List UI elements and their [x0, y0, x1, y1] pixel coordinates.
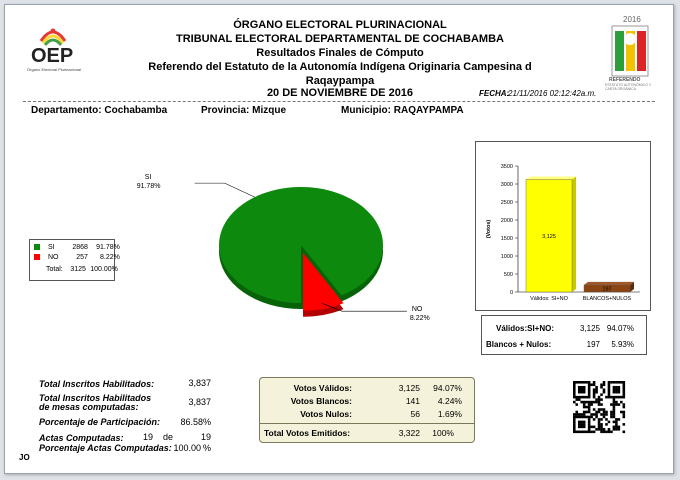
- bar-value-label: 197: [602, 286, 612, 293]
- bar-summary-blank-pct: 5.93%: [611, 340, 634, 349]
- summary-null-pct: 1.69%: [437, 409, 462, 419]
- province-value: Mizque: [252, 105, 287, 116]
- summary-blank-label: Votos Blancos:: [290, 396, 352, 406]
- stat-actas-total: 19: [200, 432, 211, 442]
- bar-y-tick-label: 2000: [500, 218, 513, 224]
- legend-total-label: Total:: [46, 266, 63, 273]
- bar-y-tick-label: 2500: [500, 200, 513, 206]
- stat-pct-actas-unit: %: [203, 443, 212, 453]
- stat-actas-label: Actas Computadas:: [39, 433, 124, 443]
- summary-total-label: Total Votos Emitidos:: [264, 428, 351, 438]
- summary-valid-pct: 94.07%: [433, 383, 462, 393]
- summary-null-value: 56: [410, 409, 420, 419]
- bar-summary-valid-label: Válidos:SI+NO:: [496, 324, 555, 333]
- summary-valid-value: 3,125: [398, 383, 420, 393]
- pie-chart: [136, 174, 455, 345]
- legend-count: 257: [76, 254, 88, 261]
- header-date: 20 DE NOVIEMBRE DE 2016: [266, 87, 414, 99]
- header-divider: [23, 101, 655, 102]
- pie-legend: [29, 239, 120, 281]
- bar-y-tick-label: 3500: [500, 164, 513, 170]
- bar-top: [526, 177, 576, 180]
- province-label: Provincia:: [201, 105, 250, 116]
- bar-y-tick-label: 1500: [500, 236, 513, 242]
- bar-chart: [476, 142, 650, 310]
- department-label: Departamento:: [31, 105, 102, 116]
- fecha-value: 21/11/2016 02:12:42a.m.: [508, 89, 597, 98]
- bar-summary-valid-value: 3,125: [579, 324, 600, 333]
- bar-summary-blank-label: Blancos + Nulos:: [486, 340, 552, 349]
- legend-total-pct: 100.00%: [90, 266, 118, 273]
- stat-participacion-label: Porcentaje de Participación:: [39, 417, 161, 427]
- stat-inscritos-label: Total Inscritos Habilitados:: [39, 379, 155, 389]
- legend-swatch: [34, 244, 40, 250]
- oep-logo-caption: Órgano Electoral Plurinacional: [27, 67, 82, 72]
- location-department: [31, 105, 167, 116]
- stat-computadas-value: 3,837: [188, 397, 211, 407]
- stat-inscritos-value: 3,837: [188, 378, 211, 388]
- pie-leader-si: [195, 183, 255, 197]
- vote-summary-box: [259, 377, 475, 443]
- bar-summary-box: [481, 315, 647, 355]
- bar-y-tick-label: 0: [509, 290, 513, 296]
- fecha-label: FECHA:: [479, 89, 510, 98]
- header-line-3: Resultados Finales de Cómputo: [256, 47, 424, 59]
- summary-blank-value: 141: [405, 396, 420, 406]
- referendo-subcaption: ESTATUTO AUTONÓMICO Y CARTA ORGÁNICA: [605, 83, 652, 91]
- referendo-year: 2016: [623, 15, 641, 24]
- legend-name: NO: [47, 254, 59, 261]
- bar-category-label: BLANCOS+NULOS: [582, 296, 632, 302]
- summary-total-value: 3,322: [398, 428, 420, 438]
- header-line-5: Raqaypampa: [305, 75, 375, 87]
- bar-y-label: (Votos): [486, 219, 492, 239]
- referendo-caption: REFERENDO: [609, 77, 641, 83]
- summary-total-pct: 100%: [432, 428, 454, 438]
- qr-code-icon: [573, 381, 625, 433]
- summary-null-label: Votos Nulos:: [300, 409, 352, 419]
- bar-summary-valid-pct: 94.07%: [606, 324, 634, 333]
- legend-row: [34, 244, 120, 251]
- summary-valid-label: Votos Válidos:: [293, 383, 352, 393]
- legend-count: 2868: [72, 244, 88, 251]
- header-line-2: TRIBUNAL ELECTORAL DEPARTAMENTAL DE COCHABAMBA: [176, 33, 504, 45]
- legend-swatch: [34, 254, 40, 260]
- legend-name: SI: [47, 244, 55, 251]
- municipality-value: RAQAYPAMPA: [393, 105, 464, 116]
- bar-y-tick-label: 1000: [500, 254, 513, 260]
- stat-participacion-value: 86.58%: [180, 417, 211, 427]
- bar-top: [584, 282, 634, 285]
- pie-label-si-pct: 91.78%: [136, 183, 161, 191]
- pie-label-si-name: SI: [144, 174, 152, 182]
- stat-computadas-label-2: de mesas computadas:: [39, 402, 139, 412]
- pie-label-no-name: NO: [411, 306, 423, 314]
- location-province: [201, 105, 286, 116]
- location-municipality: [341, 105, 464, 116]
- bar-y-tick-label: 500: [503, 272, 513, 278]
- stat-pct-actas-value: 100.00: [173, 443, 201, 453]
- legend-total-count: 3125: [70, 266, 86, 273]
- bar-summary-blank-value: 197: [586, 340, 600, 349]
- header-line-4: Referendo del Estatuto de la Autonomía Indígena Originaria Campesina d: [148, 61, 532, 73]
- stat-pct-actas-label: Porcentaje Actas Computadas:: [39, 443, 172, 453]
- footer-initials: JO: [19, 453, 30, 462]
- department-value: Cochabamba: [104, 105, 168, 116]
- summary-divider: [260, 423, 474, 424]
- municipality-label: Municipio:: [341, 105, 391, 116]
- legend-pct: 8.22%: [100, 254, 120, 261]
- pie-label-no-pct: 8.22%: [409, 315, 430, 323]
- bar-y-tick-label: 3000: [500, 182, 513, 188]
- bar-category-label: Válidos: SI+NO: [530, 296, 568, 302]
- legend-pct: 91.78%: [96, 244, 120, 251]
- legend-row: [34, 254, 120, 261]
- oep-logo-text: OEP: [31, 45, 74, 67]
- legend-total-row: [46, 266, 118, 273]
- summary-blank-pct: 4.24%: [437, 396, 462, 406]
- stat-actas-de: de: [163, 432, 174, 442]
- report-page: [4, 4, 674, 474]
- header-line-1: ÓRGANO ELECTORAL PLURINACIONAL: [233, 19, 447, 31]
- stat-computadas-label-1: Total Inscritos Habilitados: [39, 393, 152, 403]
- stat-actas-value: 19: [142, 432, 153, 442]
- pie-slice-si: [219, 187, 383, 303]
- bar-side: [572, 177, 576, 293]
- bar-value-label: 3,125: [542, 233, 556, 240]
- bar-chart-box: [475, 141, 651, 311]
